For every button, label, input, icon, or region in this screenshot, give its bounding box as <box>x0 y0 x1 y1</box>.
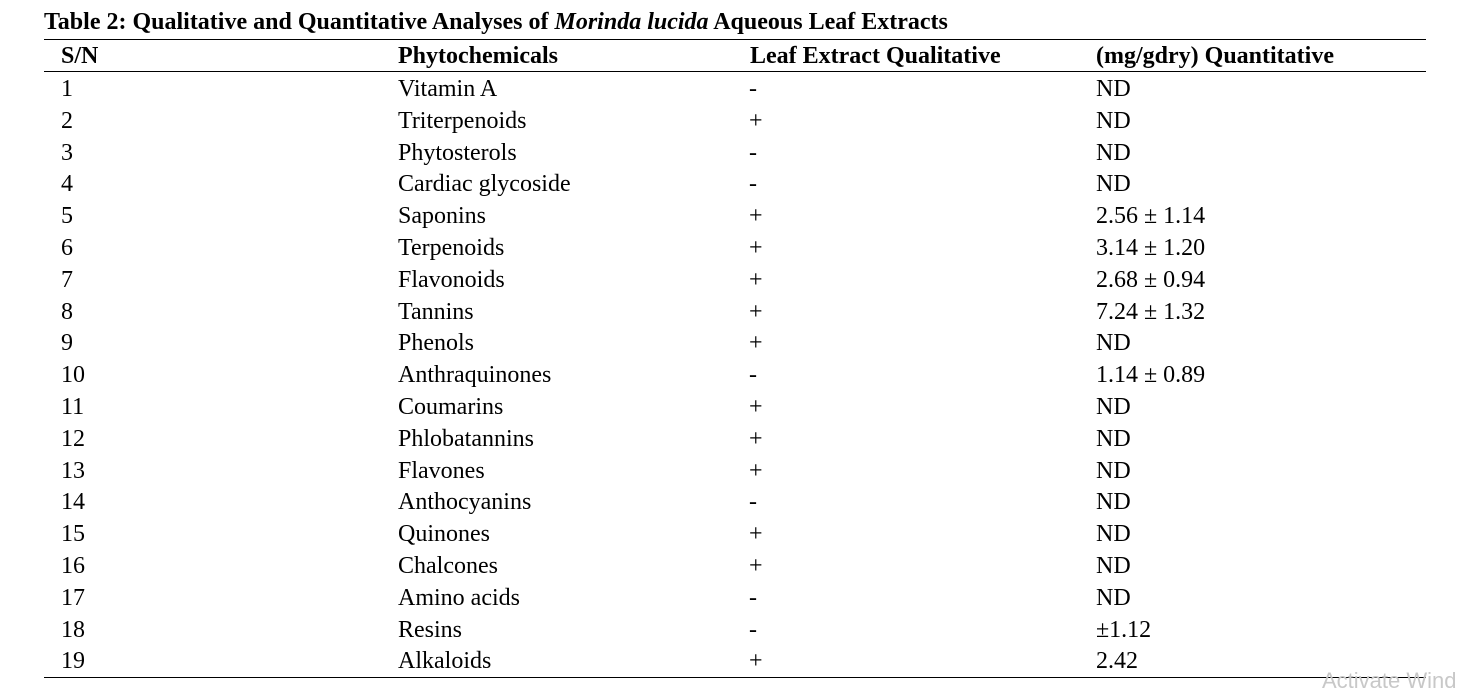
cell-sn: 2 <box>61 107 73 134</box>
cell-quantitative: ND <box>1096 489 1131 516</box>
cell-quantitative: 1.14 ± 0.89 <box>1096 362 1206 389</box>
cell-phytochemical: Anthraquinones <box>398 362 552 389</box>
cell-sn: 17 <box>61 584 85 611</box>
cell-quantitative: 3.14 ± 1.20 <box>1096 234 1206 261</box>
cell-phytochemical: Cardiac glycoside <box>398 171 571 198</box>
table-row <box>0 106 1463 138</box>
cell-sn: 4 <box>61 171 73 198</box>
cell-quantitative: ND <box>1096 521 1131 548</box>
cell-sn: 19 <box>61 648 85 675</box>
cell-sn: 12 <box>61 425 85 452</box>
cell-quantitative: 7.24 ± 1.32 <box>1096 298 1206 325</box>
cell-phytochemical: Triterpenoids <box>398 107 527 134</box>
cell-phytochemical: Phytosterols <box>398 139 517 166</box>
cell-sn: 11 <box>61 393 85 420</box>
caption-prefix: Table 2: Qualitative and Quantitative Analyses of <box>44 9 555 35</box>
table-row <box>0 424 1463 456</box>
header-quantitative: (mg/gdry) Quantitative <box>1096 43 1334 69</box>
cell-phytochemical: Chalcones <box>398 552 498 579</box>
cell-quantitative: ND <box>1096 76 1131 102</box>
cell-qualitative: + <box>749 298 763 325</box>
cell-phytochemical: Phlobatannins <box>398 425 534 452</box>
table-row <box>0 551 1463 583</box>
cell-sn: 7 <box>61 266 73 293</box>
table-row <box>0 265 1463 297</box>
cell-qualitative: + <box>749 107 763 134</box>
table-row <box>0 74 1463 106</box>
cell-phytochemical: Alkaloids <box>398 648 492 675</box>
cell-phytochemical: Flavonoids <box>398 266 505 293</box>
cell-sn: 18 <box>61 616 85 643</box>
table-body <box>0 74 1463 678</box>
cell-sn: 5 <box>61 203 73 230</box>
cell-quantitative: 2.42 <box>1096 648 1138 675</box>
cell-qualitative: + <box>749 425 763 452</box>
cell-quantitative: ND <box>1096 425 1131 452</box>
cell-quantitative: ND <box>1096 552 1131 579</box>
cell-sn: 9 <box>61 330 73 357</box>
cell-quantitative: ND <box>1096 171 1131 198</box>
table-row <box>0 169 1463 201</box>
table-row <box>0 646 1463 678</box>
table-header-row <box>0 42 1463 70</box>
caption-species: Morinda lucida <box>554 9 709 35</box>
cell-quantitative: ND <box>1096 107 1131 134</box>
cell-qualitative: + <box>749 330 763 357</box>
cell-quantitative: 2.68 ± 0.94 <box>1096 266 1206 293</box>
header-phytochemicals: Phytochemicals <box>398 43 558 69</box>
table-row <box>0 615 1463 647</box>
cell-phytochemical: Coumarins <box>398 393 504 420</box>
table-row <box>0 328 1463 360</box>
cell-qualitative: + <box>749 521 763 548</box>
cell-qualitative: - <box>749 489 757 516</box>
cell-quantitative: ND <box>1096 393 1131 420</box>
table-header-rule <box>44 71 1426 72</box>
cell-phytochemical: Anthocyanins <box>398 489 532 516</box>
cell-quantitative: ND <box>1096 584 1131 611</box>
table-row <box>0 583 1463 615</box>
cell-quantitative: 2.56 ± 1.14 <box>1096 203 1206 230</box>
cell-phytochemical: Quinones <box>398 521 490 548</box>
cell-phytochemical: Flavones <box>398 457 485 484</box>
cell-qualitative: - <box>749 616 757 643</box>
cell-qualitative: + <box>749 552 763 579</box>
table-caption <box>44 7 948 37</box>
cell-sn: 14 <box>61 489 85 516</box>
cell-sn: 10 <box>61 362 85 389</box>
activation-watermark: Activate Wind <box>1322 668 1457 693</box>
table-row <box>0 138 1463 170</box>
cell-quantitative: ±1.12 <box>1096 616 1152 643</box>
caption-suffix: Aqueous Leaf Extracts <box>708 9 948 35</box>
cell-phytochemical: Vitamin A <box>398 76 498 102</box>
cell-sn: 15 <box>61 521 85 548</box>
cell-sn: 13 <box>61 457 85 484</box>
cell-sn: 8 <box>61 298 73 325</box>
table-row <box>0 297 1463 329</box>
cell-sn: 6 <box>61 234 73 261</box>
cell-sn: 16 <box>61 552 85 579</box>
table-bottom-rule <box>44 677 1426 678</box>
cell-qualitative: - <box>749 171 757 198</box>
cell-qualitative: - <box>749 139 757 166</box>
cell-phytochemical: Phenols <box>398 330 475 357</box>
cell-qualitative: + <box>749 266 763 293</box>
cell-quantitative: ND <box>1096 139 1131 166</box>
table-top-rule <box>44 39 1426 40</box>
cell-quantitative: ND <box>1096 457 1131 484</box>
cell-sn: 3 <box>61 139 73 166</box>
table-row <box>0 456 1463 488</box>
table-row <box>0 487 1463 519</box>
cell-phytochemical: Tannins <box>398 298 474 325</box>
cell-qualitative: - <box>749 76 757 102</box>
cell-sn: 1 <box>61 76 73 102</box>
cell-phytochemical: Saponins <box>398 203 487 230</box>
cell-phytochemical: Resins <box>398 616 463 643</box>
cell-qualitative: + <box>749 393 763 420</box>
cell-qualitative: + <box>749 234 763 261</box>
cell-qualitative: + <box>749 648 763 675</box>
table-row <box>0 360 1463 392</box>
table-row <box>0 233 1463 265</box>
header-qualitative: Leaf Extract Qualitative <box>750 43 1001 69</box>
cell-qualitative: + <box>749 457 763 484</box>
cell-qualitative: + <box>749 203 763 230</box>
cell-qualitative: - <box>749 584 757 611</box>
table-row <box>0 519 1463 551</box>
table-row <box>0 392 1463 424</box>
cell-phytochemical: Amino acids <box>398 584 520 611</box>
cell-qualitative: - <box>749 362 757 389</box>
cell-quantitative: ND <box>1096 330 1131 357</box>
table-row <box>0 201 1463 233</box>
header-sn: S/N <box>61 43 99 69</box>
cell-phytochemical: Terpenoids <box>398 234 505 261</box>
